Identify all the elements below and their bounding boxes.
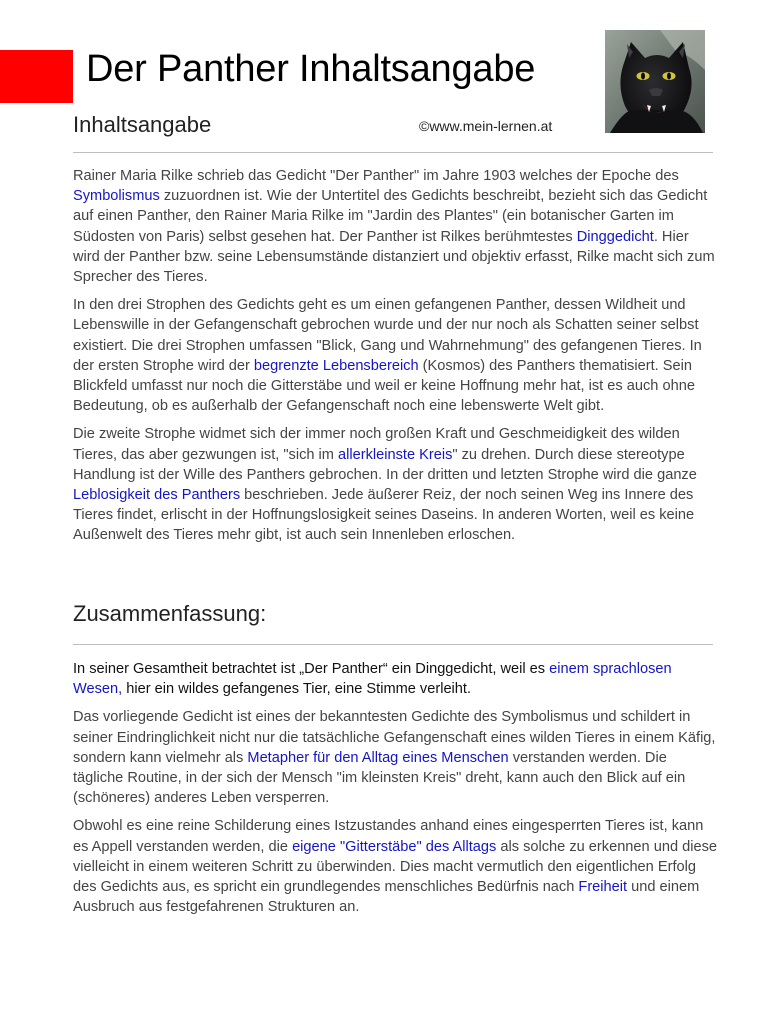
divider <box>73 152 713 153</box>
summary-heading: Zusammenfassung: <box>73 601 267 626</box>
section-subtitle: Inhaltsangabe <box>73 112 212 137</box>
link-metapher-alltag[interactable]: Metapher für den Alltag eines Menschen <box>247 749 509 766</box>
paragraph: Obwohl es eine reine Schilderung eines Istzustandes anhand eines eingesperrten Tieres ist, kann es Appell verstanden werden, die eigene "Gitterstäbe" des Alltags als solche zu erkennen und diese vielleicht in einem weiteren Schritt zu überwinden. Dies macht vermutlich den eigentlichen Erfolg des Gedichts aus, es spricht ein grundlegendes menschliches Bedürfnis nach Freiheit und einem Ausbruch aus festgefahrenen Strukturen an. <box>73 818 718 916</box>
link-dinggedicht[interactable]: Dinggedicht <box>576 228 654 245</box>
link-symbolismus[interactable]: Symbolismus <box>73 188 160 205</box>
copyright-notice: ©www.mein-lernen.at <box>419 118 553 134</box>
red-accent-block <box>0 50 73 103</box>
black-panther-icon <box>605 30 705 133</box>
link-gitterstaebe[interactable]: eigene "Gitterstäbe" des Alltags <box>292 838 497 855</box>
paragraph: In seiner Gesamtheit betrachtet ist „Der Panther“ ein Dinggedicht, weil es einem sprachlosen Wesen, hier ein wildes gefangenes Tier, eine Stimme verleiht. <box>73 661 672 698</box>
conclusion-section <box>73 659 718 925</box>
link-freiheit[interactable]: Freiheit <box>578 879 628 896</box>
paragraph: Das vorliegende Gedicht ist eines der bekanntesten Gedichte des Symbolismus und schildert in seiner Eindringlichkeit nicht nur die tatsächliche Gefangenschaft eines wilden Tieres in einem Käfig, sondern kann vielmehr als Metapher für den Alltag eines Menschen verstanden werden. Die tägliche Routine, in der sich der Mensch "im kleinsten Kreis" dreht, kann auch den Blick auf ein (schöneres) anderes Leben versperren. <box>73 709 716 807</box>
link-allerkleinste-kreis[interactable]: allerkleinste Kreis <box>338 446 453 463</box>
page-title: Der Panther Inhaltsangabe <box>86 48 536 90</box>
link-begrenzte-lebensbereich[interactable]: begrenzte Lebensbereich <box>253 357 419 374</box>
paragraph: Die zweite Strophe widmet sich der immer noch großen Kraft und Geschmeidigkeit des wilden Tieres, das aber gezwungen ist, "sich im allerkleinste Kreis" zu drehen. Durch diese stereotype Handlung ist der Wille des Panthers gebrochen. In der dritten und letzten Strophe wird die ganze Leblosigkeit des Panthers beschrieben. Jede äußerer Reiz, der noch seinen Weg ins Innere des Tieres findet, erlischt in der Hoffnungslosigkeit seines Daseins. In anderen Worten, weil es keine Außenwelt des Tieres mehr gibt, ist auch sein Innenleben erloschen. <box>73 426 697 544</box>
paragraph: Rainer Maria Rilke schrieb das Gedicht "Der Panther" im Jahre 1903 welches der Epoche des Symbolismus zuzuordnen ist. Wie der Untertitel des Gedichts beschreibt, bezieht sich das Gedicht auf einen Panther, den Rainer Maria Rilke im "Jardin des Plantes" (ein botanischer Garten im Südosten von Paris) selbst gesehen hat. Der Panther ist Rilkes berühmtestes Dinggedicht. Hier wird der Panther bzw. seine Lebensumstände distanziert und objektiv erfasst, Rilke macht sich zum Sprecher des Tieres. <box>73 168 715 286</box>
paragraph: In den drei Strophen des Gedichts geht es um einen gefangenen Panther, dessen Wildheit und Lebenswille in der Gefangenschaft gebrochen wurde und der nur noch als Schatten seiner selbst existiert. Die drei Strophen umfassen "Blick, Gang und Wahrnehmung" des gefangenen Tieres. In der ersten Strophe wird der begrenzte Lebensbereich (Kosmos) des Panthers thematisiert. Sein Blickfeld umfasst nur noch die Gitterstäbe und weil er keine Hoffnung mehr hat, ist es auch ohne Bedeutung, ob es außerhalb der Gefangenschaft noch eine lebenswerte Welt gibt. <box>73 297 702 415</box>
panther-photo <box>605 30 705 133</box>
link-leblosigkeit[interactable]: Leblosigkeit des Panthers <box>73 487 241 504</box>
link-sprachlosen-wesen[interactable]: einem sprachlosen Wesen, <box>73 661 672 698</box>
divider <box>73 644 713 645</box>
summary-section <box>73 166 718 554</box>
